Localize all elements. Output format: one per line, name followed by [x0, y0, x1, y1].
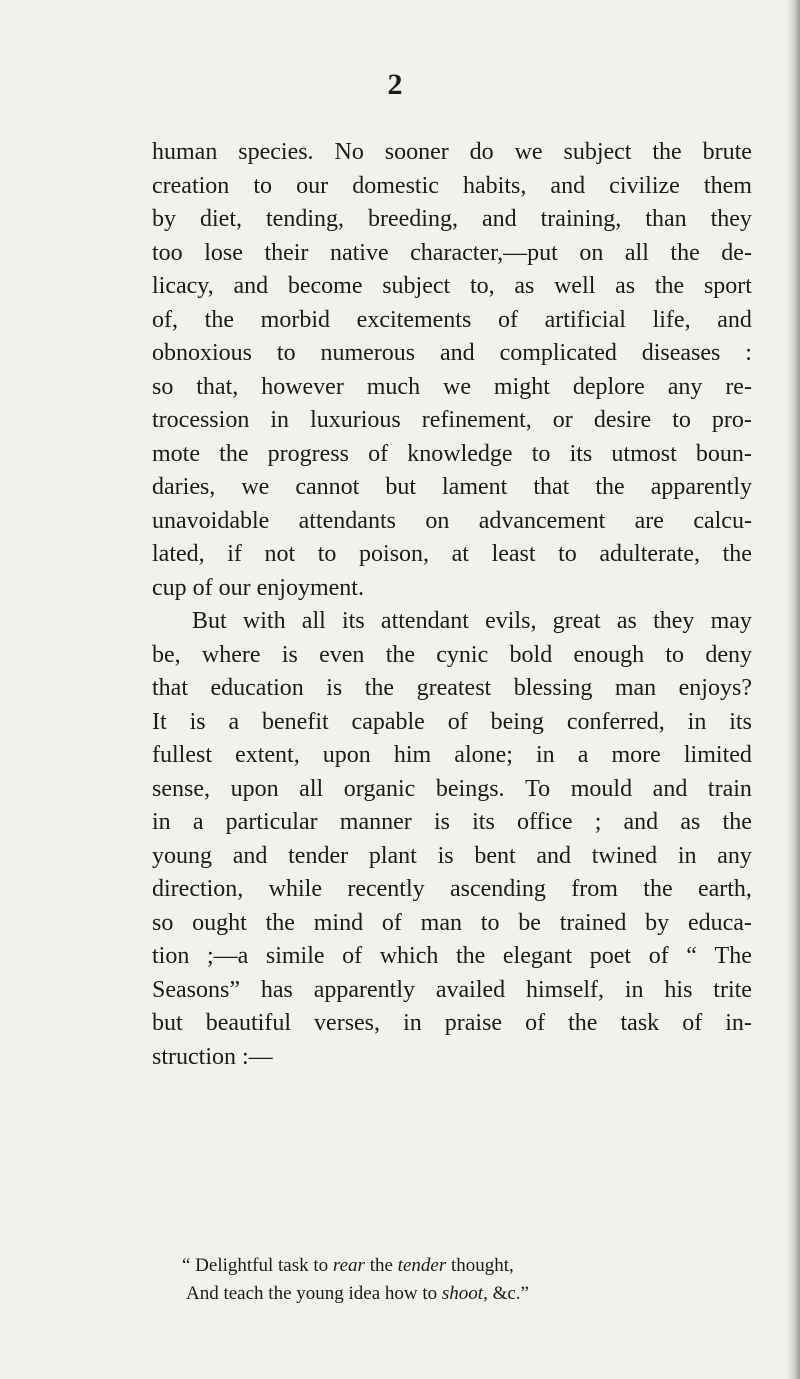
word: its [569, 440, 593, 467]
word: adulterate, [599, 541, 701, 567]
word: evils, [485, 608, 537, 634]
word: from [571, 876, 618, 902]
word: to [665, 641, 685, 668]
word: subject [382, 273, 451, 299]
word: our [296, 172, 329, 199]
word: in [152, 809, 171, 835]
word: the [670, 239, 700, 266]
word: or [552, 407, 573, 433]
word: bold [509, 641, 553, 668]
word: the [219, 440, 249, 467]
word: ;—a [206, 943, 249, 969]
word: by [152, 206, 176, 232]
word: attendant [380, 608, 469, 634]
word: lated, [152, 541, 205, 567]
word: upon [322, 742, 371, 768]
word: than [645, 206, 687, 232]
word: at [451, 541, 469, 567]
word: the [722, 541, 752, 567]
word: alone; [454, 742, 513, 768]
text-line [152, 505, 752, 539]
word: apparently [313, 976, 415, 1003]
word: but [385, 474, 416, 500]
word: Seasons” [152, 976, 240, 1003]
word: and [623, 809, 659, 835]
word: To [525, 775, 551, 802]
word: native [329, 239, 389, 266]
word: a [577, 742, 589, 768]
word: praise [444, 1010, 503, 1036]
word: cup [152, 574, 187, 601]
word: poison, [359, 541, 430, 567]
word: trained [559, 909, 627, 936]
word: earth, [697, 876, 752, 902]
word: pro- [711, 407, 752, 433]
word: his [664, 976, 693, 1003]
word: in [270, 407, 290, 433]
word: of [192, 574, 213, 601]
word: apparently [650, 474, 752, 500]
word: and [232, 842, 268, 869]
word: the [265, 909, 295, 936]
word: plant [368, 842, 417, 869]
word: availed [435, 976, 506, 1003]
word: so [152, 909, 174, 936]
word: much [366, 373, 421, 400]
word: re- [725, 373, 752, 400]
word: cynic [436, 641, 489, 668]
word: human [152, 139, 218, 165]
word: too [152, 239, 183, 266]
word: they [710, 206, 752, 232]
word: ought [192, 909, 247, 936]
word: :— [242, 1043, 273, 1070]
word: advancement [478, 507, 606, 534]
word: even [319, 641, 365, 668]
word: breeding, [368, 206, 458, 232]
word: with [242, 608, 286, 634]
word: however [261, 373, 344, 400]
word: any [717, 842, 752, 869]
word: be [518, 909, 541, 936]
word: morbid [260, 306, 330, 333]
text-line [152, 940, 752, 974]
word: and [233, 273, 269, 299]
word: unavoidable [152, 507, 270, 534]
word: man [614, 675, 657, 701]
word: blessing [513, 675, 593, 701]
word: beings. [435, 775, 505, 802]
word: in [687, 708, 707, 735]
word: to [531, 440, 551, 467]
text-line [152, 639, 752, 673]
word: their [264, 239, 309, 266]
text-line [152, 538, 752, 572]
word: we [241, 474, 270, 500]
word: if [227, 541, 242, 567]
word: them [703, 172, 752, 199]
word: the [204, 306, 234, 333]
word: of [381, 909, 402, 936]
word: as [615, 273, 636, 299]
word: the [643, 876, 673, 902]
word: progress [267, 440, 349, 467]
word: and [481, 206, 517, 232]
text-line [152, 672, 752, 706]
word: be, [152, 641, 181, 668]
word: licacy, [152, 273, 214, 299]
word: of [342, 943, 363, 969]
word: benefit [262, 708, 329, 735]
word: to, [469, 273, 495, 299]
word: elegant [502, 943, 573, 969]
word: mould [570, 775, 633, 802]
word: that [152, 675, 188, 701]
word: that [533, 474, 570, 500]
word: the [652, 139, 682, 165]
word: creation [152, 172, 230, 199]
word: direction, [152, 876, 244, 902]
word: sooner [384, 139, 449, 165]
text-line [152, 974, 752, 1008]
word: to [317, 541, 337, 567]
word: and [536, 842, 572, 869]
word: attendants [298, 507, 396, 534]
word: become [287, 273, 363, 299]
word: the [722, 809, 752, 835]
text-line [152, 706, 752, 740]
word: its [729, 708, 752, 735]
verse-text: And teach the young idea how to [186, 1283, 442, 1304]
word: while [268, 876, 322, 902]
word: as [616, 608, 637, 634]
word: and [652, 775, 688, 802]
word: twined [591, 842, 658, 869]
word: the [568, 1010, 598, 1036]
word: on [425, 507, 450, 534]
word: not [264, 541, 296, 567]
word: being [490, 708, 544, 735]
word: and [440, 340, 475, 366]
word: to [672, 407, 691, 433]
word: the [385, 641, 416, 668]
word: lament [442, 474, 508, 500]
word: tender [288, 842, 349, 869]
text-line [152, 572, 752, 606]
word: educa- [687, 909, 752, 936]
word: that, [196, 373, 239, 400]
word: mind [313, 909, 364, 936]
word: its [472, 809, 495, 835]
word: sport [703, 273, 752, 299]
word: the [654, 273, 685, 299]
word: do [469, 139, 494, 165]
word: verses, [314, 1010, 381, 1036]
word: struction [152, 1043, 236, 1070]
word: in- [725, 1010, 752, 1036]
word: is [326, 675, 343, 701]
word: brute [702, 139, 752, 165]
word: utmost [611, 440, 677, 467]
word: is [189, 708, 206, 735]
word: knowledge [407, 440, 513, 467]
word: domestic [352, 172, 439, 199]
word: extent, [235, 742, 300, 768]
text-line [152, 371, 752, 405]
word: is [281, 641, 298, 668]
word: upon [230, 775, 279, 802]
word: “ [686, 943, 697, 969]
word: any [667, 373, 703, 400]
word: on [579, 239, 604, 266]
word: enjoyment. [256, 574, 364, 601]
word: complicated [499, 340, 617, 366]
word: poet [589, 943, 632, 969]
word: habits, [463, 172, 527, 199]
word: where [201, 641, 261, 668]
word: de- [721, 239, 752, 266]
word: subject [563, 139, 632, 165]
word: its [342, 608, 365, 634]
text-line [152, 438, 752, 472]
word: tion [152, 943, 190, 969]
word: which [379, 943, 439, 969]
word: young [152, 842, 212, 869]
word: might [493, 373, 550, 400]
word: capable [351, 708, 425, 735]
word: in [536, 742, 555, 768]
word: by [645, 909, 670, 936]
word: him [393, 742, 432, 768]
word: all [301, 608, 326, 634]
word: we [443, 373, 471, 400]
word: greatest [416, 675, 492, 701]
verse-text: the [364, 1255, 398, 1276]
text-line [152, 806, 752, 840]
word: a [192, 809, 204, 835]
word: but [152, 1010, 183, 1036]
word: simile [265, 943, 325, 969]
word: desire [593, 407, 652, 433]
verse-line-1 [182, 1252, 742, 1280]
word: conferred, [566, 708, 665, 735]
word: the [364, 675, 395, 701]
word: are [634, 507, 664, 534]
text-line [152, 1007, 752, 1041]
word: least [491, 541, 536, 567]
word: to [276, 340, 296, 366]
word: lose [204, 239, 243, 266]
word: and [550, 172, 586, 199]
word: they [653, 608, 695, 634]
word: well [554, 273, 596, 299]
verse-quotation [182, 1252, 742, 1308]
word: we [514, 139, 543, 165]
word: train [707, 775, 752, 802]
word: of [648, 943, 669, 969]
word: deny [705, 641, 752, 668]
word: task [620, 1010, 660, 1036]
word: office [516, 809, 573, 835]
word: the [455, 943, 486, 969]
word: refinement, [421, 407, 532, 433]
word: as [680, 809, 701, 835]
word: of [682, 1010, 703, 1036]
word: so [152, 373, 174, 400]
word: bent [474, 842, 516, 869]
text-line [152, 170, 752, 204]
verse-text: thought, [446, 1255, 514, 1276]
word: all [624, 239, 649, 266]
text-line [152, 203, 752, 237]
text-line [152, 237, 752, 271]
word: life, [652, 306, 691, 333]
word: recently [347, 876, 425, 902]
word: manner [339, 809, 412, 835]
text-line [152, 136, 752, 170]
text-line [152, 337, 752, 371]
word: beautiful [205, 1010, 292, 1036]
word: trocession [152, 407, 250, 433]
text-line [152, 739, 752, 773]
word: luxurious [310, 407, 401, 433]
word: ; [594, 809, 602, 835]
word: of [368, 440, 389, 467]
word: The [714, 943, 752, 969]
word: of, [152, 306, 178, 333]
word: of [447, 708, 468, 735]
word: has [260, 976, 293, 1003]
word: numerous [320, 340, 416, 366]
word: boun- [695, 440, 752, 467]
verse-emphasis: tender [397, 1255, 447, 1276]
word: to [480, 909, 500, 936]
word: But [192, 608, 227, 634]
word: trite [713, 976, 752, 1003]
word: in [677, 842, 697, 869]
text-line [152, 471, 752, 505]
word: artificial [544, 306, 626, 333]
word: diseases [641, 340, 721, 366]
word: character,—put [410, 239, 558, 266]
word: : [745, 340, 752, 366]
word: calcu- [693, 507, 752, 534]
word: to [558, 541, 577, 567]
body-text [152, 136, 752, 1074]
word: to [253, 172, 273, 199]
word: and [717, 306, 752, 333]
word: education [210, 675, 304, 701]
page-edge-shadow [786, 0, 800, 1379]
word: more [611, 742, 661, 768]
word: It [152, 708, 167, 735]
text-line [152, 1041, 752, 1075]
word: may [710, 608, 752, 634]
word: species. [238, 139, 314, 165]
word: tending, [266, 206, 344, 232]
word: as [514, 273, 535, 299]
verse-emphasis: rear [332, 1255, 365, 1276]
word: training, [540, 206, 622, 232]
verse-text: , &c.” [483, 1283, 529, 1304]
word: of [497, 306, 518, 333]
text-line [152, 840, 752, 874]
word: limited [683, 742, 752, 768]
word: great [552, 608, 601, 634]
word: a [228, 708, 240, 735]
word: is [437, 842, 454, 869]
text-line [152, 873, 752, 907]
word: daries, [152, 474, 216, 500]
word: himself, [526, 976, 605, 1003]
text-line [152, 404, 752, 438]
word: mote [152, 440, 200, 467]
word: our [218, 574, 251, 601]
word: obnoxious [152, 340, 253, 366]
word: No [334, 139, 364, 165]
text-line [152, 605, 752, 639]
word: enjoys? [678, 675, 752, 701]
word: excitements [356, 306, 472, 333]
word: fullest [152, 742, 212, 768]
word: is [433, 809, 450, 835]
word: cannot [295, 474, 360, 500]
word: ascending [449, 876, 546, 902]
word: in [624, 976, 644, 1003]
word: sense, [152, 775, 210, 802]
text-line [152, 907, 752, 941]
verse-line-2 [182, 1280, 742, 1308]
word: in [403, 1010, 422, 1036]
word: all [299, 775, 324, 802]
word: particular [225, 809, 318, 835]
word: diet, [200, 206, 242, 232]
verse-emphasis: shoot [441, 1283, 484, 1304]
text-line [152, 270, 752, 304]
word: organic [343, 775, 416, 802]
word: of [525, 1010, 546, 1036]
word: man [420, 909, 462, 936]
word: enough [573, 641, 645, 668]
word: deplore [572, 373, 645, 400]
verse-text: “ Delightful task to [182, 1255, 333, 1276]
word: civilize [609, 172, 680, 199]
text-line [152, 304, 752, 338]
text-line [152, 773, 752, 807]
word: the [595, 474, 625, 500]
page-number: 2 [387, 68, 403, 101]
